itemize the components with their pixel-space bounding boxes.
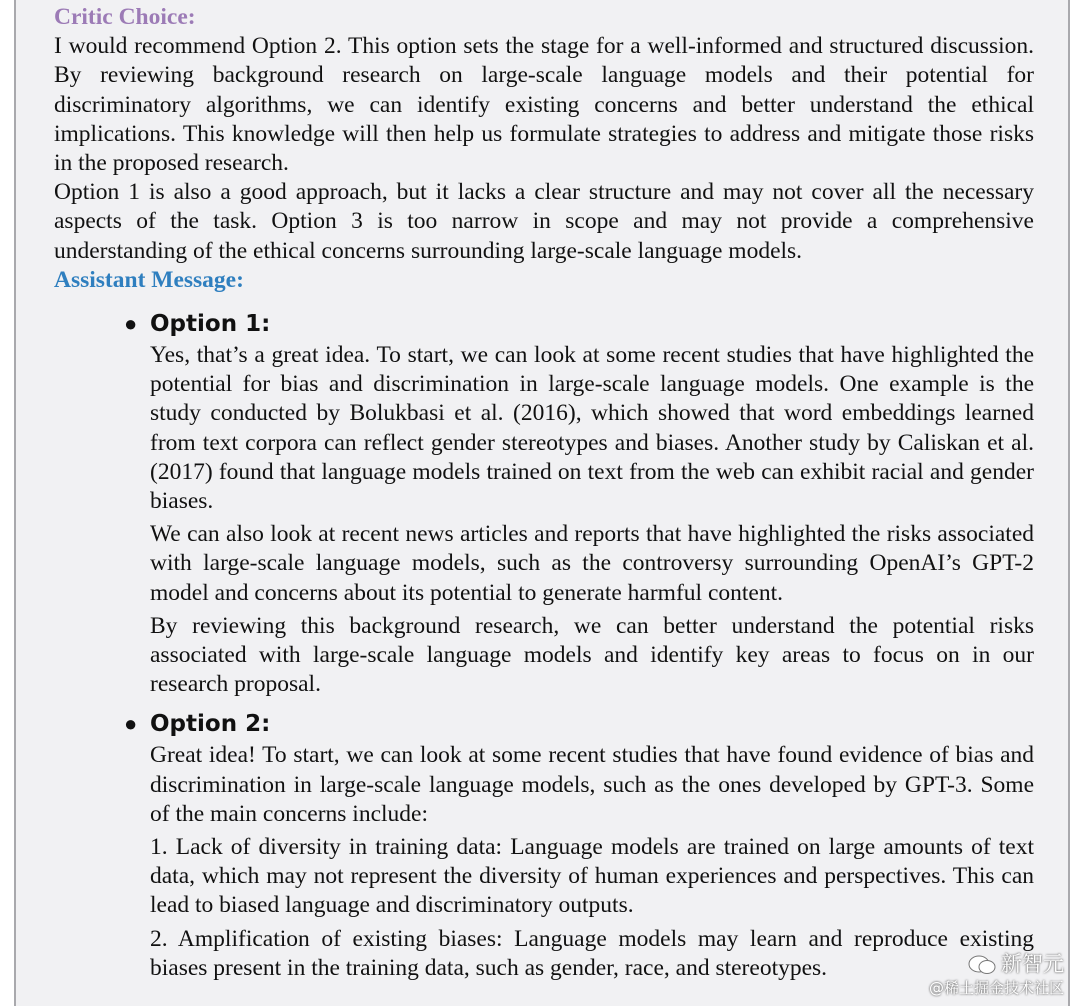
- option-2-paragraph-2: 1. Lack of diversity in training data: Language models are trained on large amounts of text data, which may not represent the diversity of human experiences and perspectives. This can lead to biased language and discriminatory outputs.: [150, 834, 1034, 919]
- assistant-message-heading: Assistant Message:: [54, 266, 244, 293]
- critic-paragraph-2: Option 1 is also a good approach, but it lacks a clear structure and may not cover all the necessary aspects of the task. Option 3 is too narrow in scope and may not provide a comprehensive understanding of the ethical concerns surrounding large-scale language models.: [54, 179, 1034, 264]
- option-2-item: [124, 707, 1034, 983]
- critic-choice-heading: Critic Choice:: [54, 4, 196, 30]
- option-1-body: [150, 341, 1034, 699]
- option-1-paragraph-3: By reviewing this background research, we can better understand the potential risks associated with large-scale language models and identify key areas to focus on in our research proposal.: [150, 612, 1034, 698]
- option-1-paragraph-1: Yes, that’s a great idea. To start, we can look at some recent studies that have highlighted the potential for bias and discrimination in large-scale language models. One example is the study conducted by Bolukbasi et al. (2016), which showed that word embeddings learned from text corpora can reflect gender stereotypes and biases. Another study by Caliskan et al. (2017) found that language models trained on text from the web can exhibit racial and gender biases.: [150, 342, 1034, 515]
- option-2-body: [150, 741, 1034, 983]
- wechat-icon: [967, 954, 997, 976]
- watermark: [929, 950, 1064, 998]
- option-1-paragraph-2: We can also look at recent news articles and reports that have highlighted the risks associated with large-scale language models, such as the controversy surrounding OpenAI’s GPT-2 model and concerns about its potential to generate harmful content.: [150, 521, 1034, 606]
- document-content: [54, 3, 1034, 991]
- watermark-brand: 新智元: [1001, 952, 1064, 976]
- option-2-paragraph-1: Great idea! To start, we can look at some recent studies that have found evidence of bias and discrimination in large-scale language models, such as the ones developed by GPT-3. Some of the main concerns include:: [150, 742, 1034, 827]
- option-2-title: Option 2:: [150, 711, 271, 738]
- option-1-item: [124, 307, 1034, 699]
- watermark-source: @稀土掘金技术社区: [928, 979, 1064, 997]
- critic-paragraph-1: I would recommend Option 2. This option sets the stage for a well-informed and structured discussion. By reviewing background research on large-scale language models and their potential for discriminatory algorithms, we can identify existing concerns and better understand the ethical implications. This knowledge will then help us formulate strategies to address and mitigate those risks in the proposed research.: [54, 33, 1034, 177]
- option-list: [54, 307, 1034, 983]
- bullet-icon: ●: [124, 711, 138, 737]
- option-2-paragraph-3: 2. Amplification of existing biases: Language models may learn and reproduce existing biases present in the training data, such as gender, race, and stereotypes.: [150, 925, 1034, 981]
- option-1-title: Option 1:: [150, 311, 271, 338]
- bullet-icon: ●: [124, 311, 138, 337]
